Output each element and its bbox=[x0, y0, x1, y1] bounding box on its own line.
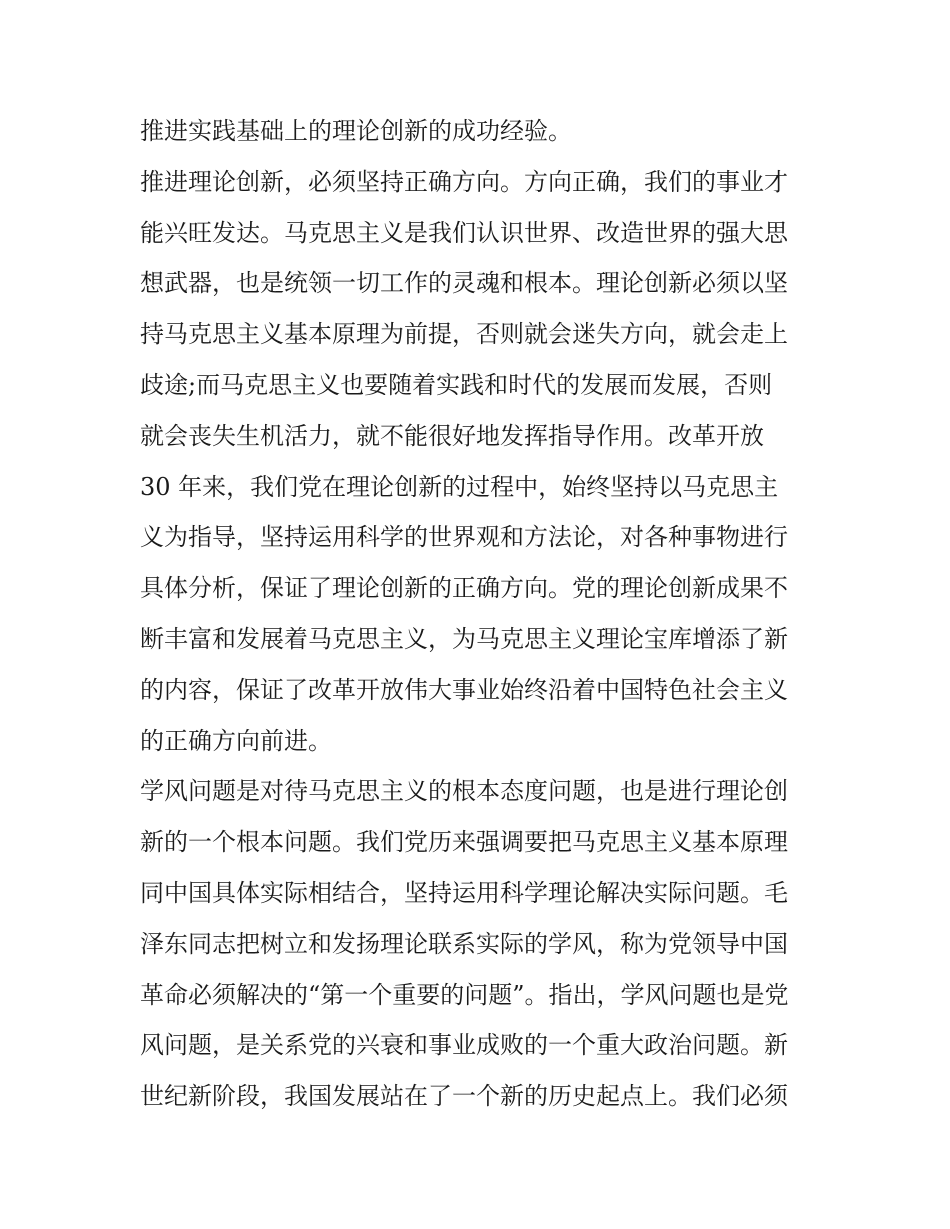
text-line: 的正确方向前进。 bbox=[140, 726, 332, 755]
text-line: 30 年来，我们党在理论创新的过程中，始终坚持以马克思主 bbox=[140, 472, 779, 501]
text-line: 具体分析，保证了理论创新的正确方向。党的理论创新成果不 bbox=[140, 574, 788, 603]
text-line: 世纪新阶段，我国发展站在了一个新的历史起点上。我们必须 bbox=[140, 1082, 788, 1111]
text-line: 义为指导，坚持运用科学的世界观和方法论，对各种事物进行 bbox=[140, 523, 788, 552]
text-line: 学风问题是对待马克思主义的根本态度问题，也是进行理论创 bbox=[140, 777, 788, 806]
text-line: 革命必须解决的“第一个重要的问题”。指出，学风问题也是党 bbox=[140, 980, 789, 1009]
text-line: 同中国具体实际相结合，坚持运用科学理论解决实际问题。毛 bbox=[140, 878, 788, 907]
text-line: 持马克思主义基本原理为前提，否则就会迷失方向，就会走上 bbox=[140, 320, 788, 349]
text-line: 泽东同志把树立和发扬理论联系实际的学风，称为党领导中国 bbox=[140, 929, 788, 958]
text-line: 新的一个根本问题。我们党历来强调要把马克思主义基本原理 bbox=[140, 828, 788, 857]
text-line: 的内容，保证了改革开放伟大事业始终沿着中国特色社会主义 bbox=[140, 675, 788, 704]
text-line: 推进理论创新，必须坚持正确方向。方向正确，我们的事业才 bbox=[140, 167, 788, 196]
text-line: 想武器，也是统领一切工作的灵魂和根本。理论创新必须以坚 bbox=[140, 269, 788, 298]
text-line: 推进实践基础上的理论创新的成功经验。 bbox=[140, 117, 572, 145]
body-text bbox=[140, 106, 820, 1122]
text-line: 就会丧失生机活力，就不能很好地发挥指导作用。改革开放 bbox=[140, 421, 764, 450]
text-line: 歧途;而马克思主义也要随着实践和时代的发展而发展，否则 bbox=[140, 370, 773, 399]
text-line: 风问题，是关系党的兴衰和事业成败的一个重大政治问题。新 bbox=[140, 1031, 788, 1060]
text-line: 断丰富和发展着马克思主义，为马克思主义理论宝库增添了新 bbox=[140, 624, 788, 653]
text-line: 能兴旺发达。马克思主义是我们认识世界、改造世界的强大思 bbox=[140, 218, 788, 247]
